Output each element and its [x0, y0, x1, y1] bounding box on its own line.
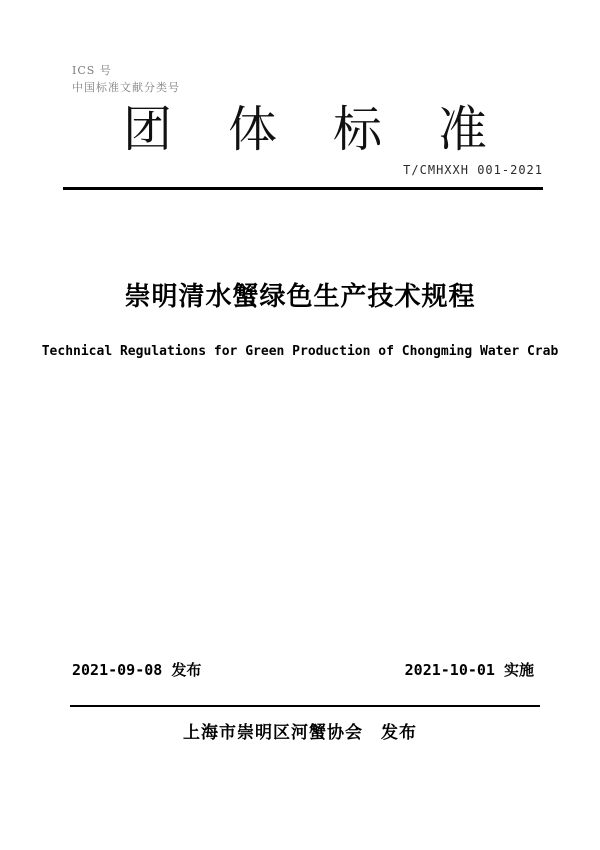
- classification-block: [72, 62, 180, 96]
- classification-label: 中国标准文献分类号: [72, 81, 180, 94]
- document-title-english: Technical Regulations for Green Production of Chongming Water Crab: [41, 344, 559, 359]
- standard-number: T/CMHXXH 001-2021: [403, 163, 543, 177]
- publisher-line: 上海市崇明区河蟹协会 发布: [183, 723, 417, 743]
- ics-label: ICS 号: [72, 64, 112, 77]
- header-rule: [63, 187, 543, 190]
- date-row: [72, 659, 534, 680]
- issue-date: 2021-09-08 发布: [72, 661, 202, 679]
- standard-type-title: 团体标准: [123, 101, 544, 158]
- document-title-chinese: 崇明清水蟹绿色生产技术规程: [124, 282, 476, 312]
- footer-rule: [70, 705, 540, 707]
- implementation-date: 2021-10-01 实施: [404, 661, 534, 679]
